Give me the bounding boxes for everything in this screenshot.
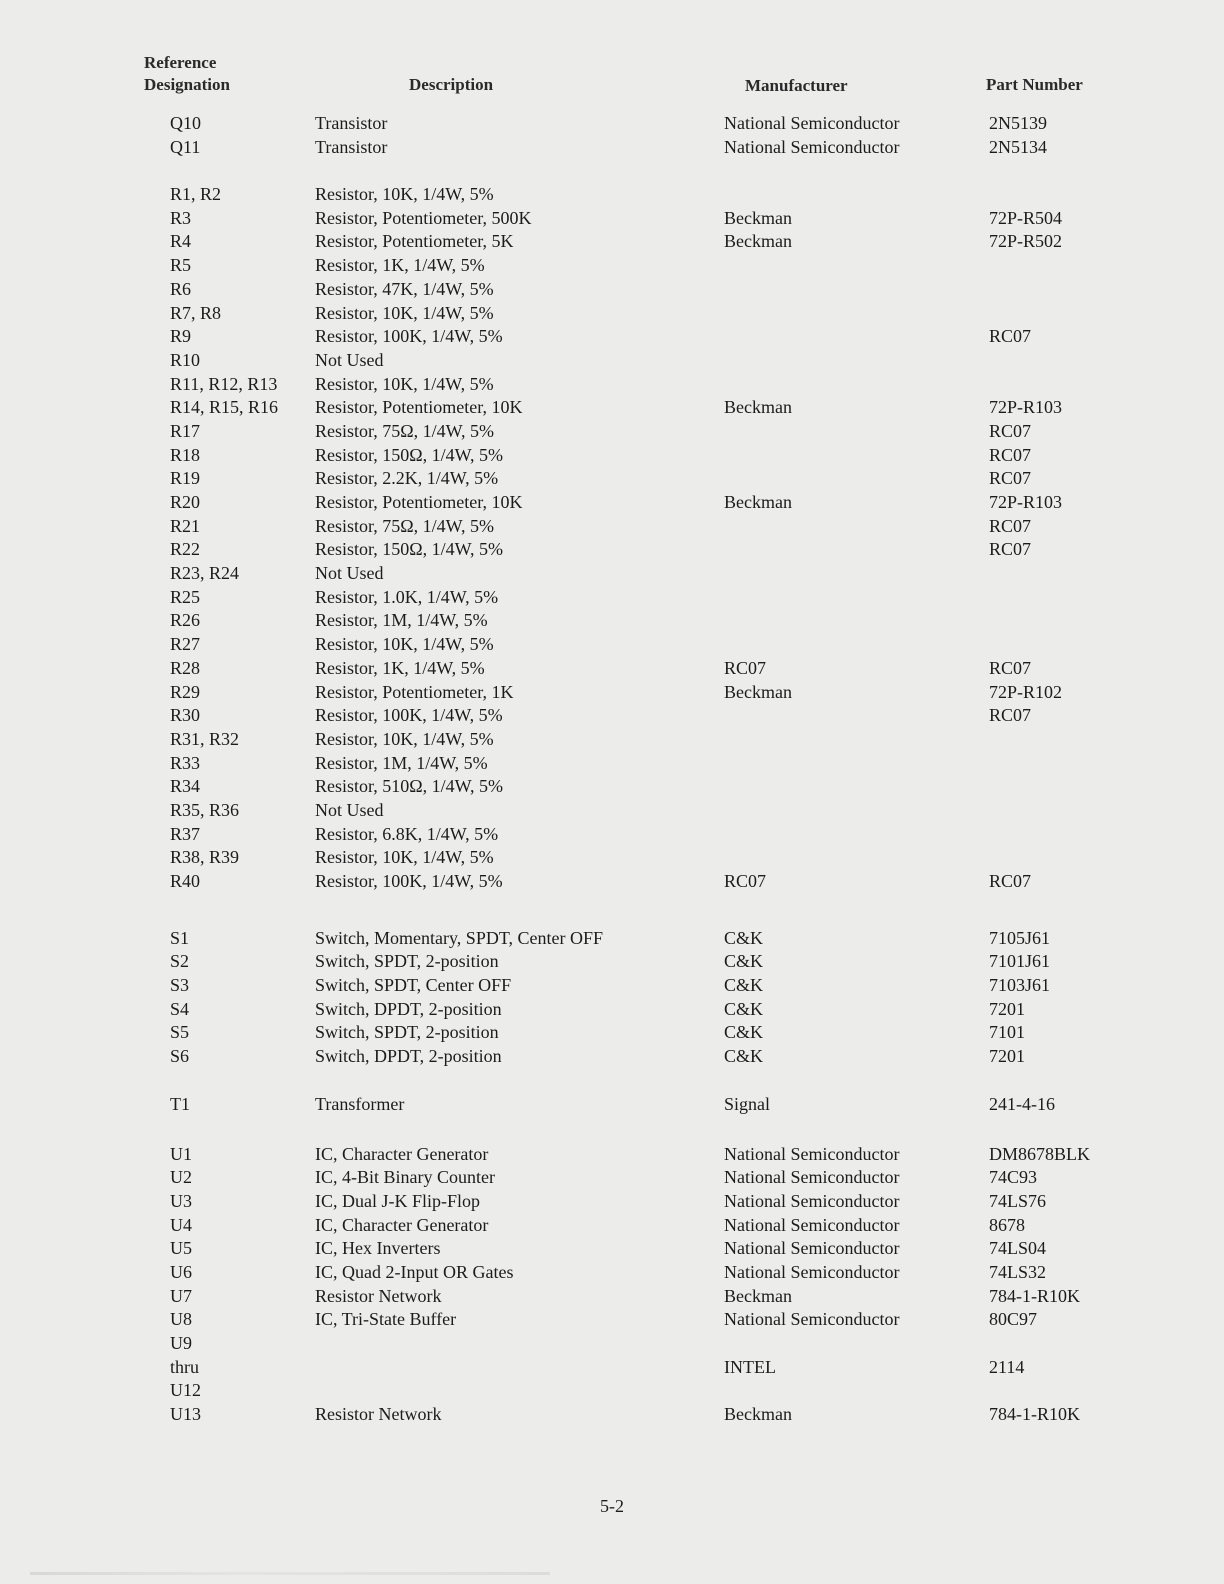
table-row	[0, 1308, 1224, 1332]
part-number-cell: RC07	[989, 326, 1032, 347]
reference-cell: R4	[170, 231, 192, 252]
manufacturer-cell: National Semiconductor	[724, 136, 900, 157]
table-row	[0, 1332, 1224, 1356]
table-row	[0, 704, 1224, 728]
description-cell: IC, Hex Inverters	[315, 1238, 441, 1259]
reference-cell: R14, R15, R16	[170, 397, 279, 418]
part-number-cell: 2N5139	[989, 113, 1047, 133]
manufacturer-cell: Beckman	[724, 1285, 792, 1306]
reference-cell: R22	[170, 539, 201, 560]
table-row	[0, 207, 1224, 231]
description-cell: Not Used	[315, 563, 384, 584]
reference-cell: S4	[170, 998, 190, 1019]
manufacturer-cell: National Semiconductor	[724, 1238, 900, 1259]
reference-cell: R28	[170, 657, 201, 678]
table-row	[0, 870, 1224, 894]
reference-cell: T1	[170, 1093, 190, 1114]
description-cell: Resistor, 1K, 1/4W, 5%	[315, 657, 485, 678]
table-row	[0, 1166, 1224, 1190]
part-number-cell: RC07	[989, 468, 1032, 489]
description-cell: Resistor Network	[315, 1285, 442, 1306]
reference-cell: R5	[170, 255, 192, 276]
table-row	[0, 657, 1224, 681]
description-cell: Resistor, 510Ω, 1/4W, 5%	[315, 776, 503, 797]
table-row	[0, 278, 1224, 302]
manufacturer-cell: National Semiconductor	[724, 1167, 900, 1188]
manufacturer-cell: National Semiconductor	[724, 1309, 900, 1330]
description-cell: Switch, SPDT, Center OFF	[315, 975, 512, 996]
manufacturer-cell: INTEL	[724, 1356, 776, 1377]
part-number-cell: 74C93	[989, 1167, 1038, 1188]
description-cell: Resistor Network	[315, 1404, 442, 1425]
reference-cell: S2	[170, 951, 190, 972]
description-cell: Resistor, 100K, 1/4W, 5%	[315, 705, 503, 726]
description-cell: Resistor, 2.2K, 1/4W, 5%	[315, 468, 499, 489]
reference-cell: U12	[170, 1380, 201, 1401]
manufacturer-cell: National Semiconductor	[724, 1190, 900, 1211]
part-number-cell: RC07	[989, 539, 1032, 560]
part-number-cell: RC07	[989, 871, 1032, 891]
description-cell: Transformer	[315, 1093, 405, 1114]
part-number-cell: DM8678BLK	[989, 1143, 1091, 1164]
header-description: Description	[409, 75, 494, 94]
reference-cell: R30	[170, 705, 201, 726]
description-cell: Not Used	[315, 799, 384, 820]
manufacturer-cell: C&K	[724, 927, 764, 948]
part-number-cell: 72P-R502	[989, 231, 1063, 252]
description-cell: Transistor	[315, 113, 388, 133]
description-cell: IC, Character Generator	[315, 1214, 489, 1235]
description-cell: IC, Character Generator	[315, 1143, 489, 1164]
reference-cell: R33	[170, 752, 201, 773]
page-number: 5-2	[600, 1496, 624, 1516]
manufacturer-cell: C&K	[724, 1046, 764, 1067]
description-cell: Resistor, 10K, 1/4W, 5%	[315, 634, 494, 655]
description-cell: Resistor, 75Ω, 1/4W, 5%	[315, 420, 494, 441]
manufacturer-cell: C&K	[724, 975, 764, 996]
part-number-cell: 74LS04	[989, 1238, 1047, 1259]
description-cell: Switch, SPDT, 2-position	[315, 951, 499, 972]
description-cell: Resistor, 10K, 1/4W, 5%	[315, 184, 494, 205]
table-row	[0, 420, 1224, 444]
part-number-cell: 72P-R103	[989, 492, 1063, 512]
part-number-cell: 7105J61	[989, 927, 1051, 948]
description-cell: Switch, DPDT, 2-position	[315, 1046, 502, 1067]
reference-cell: U13	[170, 1404, 201, 1425]
table-row	[0, 998, 1224, 1022]
reference-cell: R38, R39	[170, 847, 240, 868]
table-row	[0, 1143, 1224, 1167]
table-row	[0, 586, 1224, 610]
description-cell: Switch, DPDT, 2-position	[315, 998, 502, 1019]
manufacturer-cell: C&K	[724, 998, 764, 1019]
part-number-cell: 72P-R102	[989, 681, 1063, 702]
header-part-number: Part Number	[986, 75, 1083, 94]
manufacturer-cell: C&K	[724, 1022, 764, 1043]
table-row	[0, 515, 1224, 539]
reference-cell: thru	[170, 1356, 199, 1377]
table-row	[0, 974, 1224, 998]
manufacturer-cell: C&K	[724, 951, 764, 972]
reference-cell: S5	[170, 1022, 190, 1043]
reference-cell: R34	[170, 776, 201, 797]
manufacturer-cell: Beckman	[724, 681, 792, 702]
description-cell: IC, Quad 2-Input OR Gates	[315, 1261, 514, 1282]
description-cell: Resistor, 150Ω, 1/4W, 5%	[315, 539, 503, 560]
part-number-cell: 7201	[989, 1046, 1025, 1067]
description-cell: Resistor, 6.8K, 1/4W, 5%	[315, 823, 499, 844]
reference-cell: R25	[170, 586, 201, 607]
table-row	[0, 1403, 1224, 1427]
reference-cell: S3	[170, 975, 190, 996]
reference-cell: U4	[170, 1214, 192, 1235]
part-number-cell: 784-1-R10K	[989, 1285, 1080, 1306]
reference-cell: R29	[170, 681, 201, 702]
reference-cell: R6	[170, 278, 192, 299]
reference-cell: S1	[170, 927, 190, 948]
manufacturer-cell: Signal	[724, 1093, 771, 1114]
reference-cell: R17	[170, 420, 201, 441]
description-cell: Resistor, Potentiometer, 5K	[315, 231, 514, 252]
table-row	[0, 396, 1224, 420]
part-number-cell: 8678	[989, 1214, 1025, 1235]
part-number-cell: 80C97	[989, 1309, 1038, 1330]
description-cell: Resistor, 47K, 1/4W, 5%	[315, 278, 494, 299]
table-row	[0, 467, 1224, 491]
reference-cell: R9	[170, 326, 192, 347]
manufacturer-cell: Beckman	[724, 492, 792, 512]
table-row	[0, 609, 1224, 633]
description-cell: IC, 4-Bit Binary Counter	[315, 1167, 495, 1188]
table-row	[0, 728, 1224, 752]
reference-cell: R1, R2	[170, 184, 222, 205]
table-row	[0, 491, 1224, 515]
table-row	[0, 1379, 1224, 1403]
part-number-cell: 7101J61	[989, 951, 1051, 972]
table-row	[0, 823, 1224, 847]
description-cell: Resistor, 75Ω, 1/4W, 5%	[315, 515, 494, 536]
description-cell: Resistor, 1M, 1/4W, 5%	[315, 610, 488, 631]
reference-cell: Q10	[170, 113, 201, 133]
reference-cell: R23, R24	[170, 563, 240, 584]
description-cell: Resistor, 150Ω, 1/4W, 5%	[315, 444, 503, 465]
table-row	[0, 136, 1224, 160]
reference-cell: R40	[170, 871, 201, 891]
part-number-cell: RC07	[989, 444, 1032, 465]
reference-cell: U1	[170, 1143, 192, 1164]
header-reference-line2: Designation	[144, 75, 230, 94]
scan-artifact-line	[30, 1572, 550, 1575]
table-row	[0, 230, 1224, 254]
reference-cell: R37	[170, 823, 201, 844]
manufacturer-cell: Beckman	[724, 207, 792, 228]
table-row	[0, 373, 1224, 397]
table-row	[0, 112, 1224, 136]
reference-cell: U6	[170, 1261, 192, 1282]
part-number-cell: 784-1-R10K	[989, 1404, 1080, 1425]
description-cell: Resistor, 10K, 1/4W, 5%	[315, 373, 494, 394]
description-cell: IC, Tri-State Buffer	[315, 1309, 457, 1330]
table-row	[0, 846, 1224, 870]
table-row	[0, 444, 1224, 468]
description-cell: Resistor, 1M, 1/4W, 5%	[315, 752, 488, 773]
table-row	[0, 1356, 1224, 1380]
part-number-cell: RC07	[989, 420, 1032, 441]
manufacturer-cell: National Semiconductor	[724, 1261, 900, 1282]
table-row	[0, 1237, 1224, 1261]
table-row	[0, 254, 1224, 278]
header-manufacturer: Manufacturer	[745, 76, 848, 95]
part-number-cell: 74LS76	[989, 1190, 1047, 1211]
table-row	[0, 681, 1224, 705]
part-number-cell: 7103J61	[989, 975, 1051, 996]
description-cell: Switch, SPDT, 2-position	[315, 1022, 499, 1043]
part-number-cell: RC07	[989, 515, 1032, 536]
description-cell: Resistor, Potentiometer, 10K	[315, 492, 523, 512]
table-row	[0, 302, 1224, 326]
description-cell: IC, Dual J-K Flip-Flop	[315, 1190, 481, 1211]
part-number-cell: RC07	[989, 705, 1032, 726]
part-number-cell: 2N5134	[989, 136, 1047, 157]
reference-cell: R20	[170, 492, 201, 512]
reference-cell: R10	[170, 349, 201, 370]
table-row	[0, 1261, 1224, 1285]
header-reference-line1: Reference	[144, 53, 217, 72]
description-cell: Resistor, 10K, 1/4W, 5%	[315, 847, 494, 868]
table-row	[0, 752, 1224, 776]
table-row	[0, 325, 1224, 349]
reference-cell: U8	[170, 1309, 192, 1330]
table-row	[0, 1021, 1224, 1045]
reference-cell: R7, R8	[170, 302, 222, 323]
description-cell: Resistor, 100K, 1/4W, 5%	[315, 326, 503, 347]
reference-cell: R18	[170, 444, 201, 465]
reference-cell: R3	[170, 207, 192, 228]
reference-cell: U7	[170, 1285, 192, 1306]
manufacturer-cell: National Semiconductor	[724, 113, 900, 133]
parts-list	[0, 112, 1224, 1427]
reference-cell: R26	[170, 610, 201, 631]
table-row	[0, 799, 1224, 823]
header-reference-designation	[144, 52, 230, 96]
manufacturer-cell: RC07	[724, 871, 767, 891]
reference-cell: U2	[170, 1167, 192, 1188]
part-number-cell: 7201	[989, 998, 1025, 1019]
reference-cell: R11, R12, R13	[170, 373, 278, 394]
table-row	[0, 633, 1224, 657]
manufacturer-cell: National Semiconductor	[724, 1143, 900, 1164]
reference-cell: R27	[170, 634, 201, 655]
table-row	[0, 538, 1224, 562]
part-number-cell: 74LS32	[989, 1261, 1047, 1282]
description-cell: Resistor, 100K, 1/4W, 5%	[315, 871, 503, 891]
part-number-cell: RC07	[989, 657, 1032, 678]
reference-cell: S6	[170, 1046, 190, 1067]
reference-cell: U5	[170, 1238, 192, 1259]
reference-cell: R31, R32	[170, 728, 240, 749]
description-cell: Transistor	[315, 136, 388, 157]
table-row	[0, 1190, 1224, 1214]
table-row	[0, 950, 1224, 974]
table-row	[0, 1093, 1224, 1117]
reference-cell: R21	[170, 515, 201, 536]
manufacturer-cell: National Semiconductor	[724, 1214, 900, 1235]
reference-cell: R35, R36	[170, 799, 240, 820]
part-number-cell: 72P-R504	[989, 207, 1063, 228]
table-header	[0, 52, 1224, 102]
part-number-cell: 7101	[989, 1022, 1025, 1043]
reference-cell: U9	[170, 1333, 192, 1353]
description-cell: Resistor, Potentiometer, 1K	[315, 681, 514, 702]
manufacturer-cell: Beckman	[724, 231, 792, 252]
table-row	[0, 562, 1224, 586]
description-cell: Resistor, Potentiometer, 500K	[315, 207, 532, 228]
table-row	[0, 927, 1224, 951]
description-cell: Resistor, 1K, 1/4W, 5%	[315, 255, 485, 276]
manufacturer-cell: Beckman	[724, 397, 792, 418]
table-row	[0, 183, 1224, 207]
description-cell: Switch, Momentary, SPDT, Center OFF	[315, 927, 603, 948]
part-number-cell: 241-4-16	[989, 1093, 1055, 1114]
part-number-cell: 2114	[989, 1356, 1025, 1377]
description-cell: Resistor, 1.0K, 1/4W, 5%	[315, 586, 499, 607]
table-row	[0, 349, 1224, 373]
table-row	[0, 1214, 1224, 1238]
reference-cell: U3	[170, 1190, 192, 1211]
description-cell: Resistor, 10K, 1/4W, 5%	[315, 728, 494, 749]
table-row	[0, 1285, 1224, 1309]
description-cell: Resistor, Potentiometer, 10K	[315, 397, 523, 418]
manufacturer-cell: Beckman	[724, 1404, 792, 1425]
table-row	[0, 775, 1224, 799]
reference-cell: R19	[170, 468, 201, 489]
part-number-cell: 72P-R103	[989, 397, 1063, 418]
manufacturer-cell: RC07	[724, 657, 767, 678]
description-cell: Not Used	[315, 349, 384, 370]
reference-cell: Q11	[170, 136, 201, 157]
table-row	[0, 1045, 1224, 1069]
description-cell: Resistor, 10K, 1/4W, 5%	[315, 302, 494, 323]
